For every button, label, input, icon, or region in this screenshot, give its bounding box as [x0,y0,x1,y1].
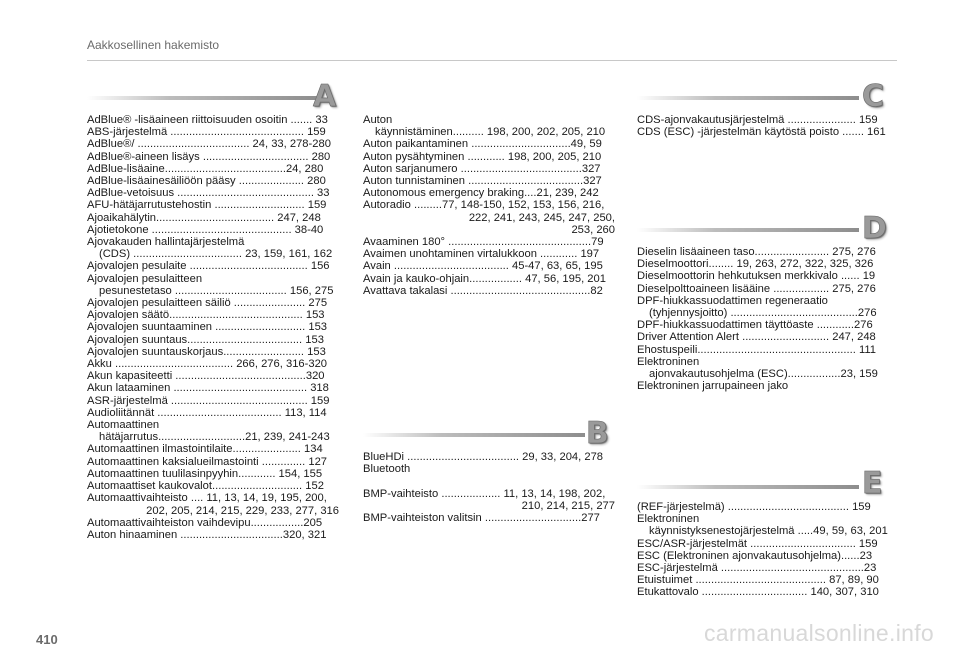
index-entry-text: Ajovakauden hallintajärjestelmä [87,236,245,249]
index-entry-text: Dieselmoottori........ 19, 263, 272, 322, 325, 326 [637,258,874,271]
index-entry-text: Etuistuimet .......................................... 87, 89, 90 [637,574,879,587]
index-entry-text: Akku ...................................... 266, 276, 316-320 [87,358,328,371]
index-entry [87,187,339,199]
section-letter-a: A [313,79,337,114]
index-entry-continuation: (tyhjennysjoitto) .........................................276 [649,307,877,320]
index-entry-text: AFU-hätäjarrutustehostin ............................. 159 [87,199,327,212]
index-entry [637,356,891,380]
index-entry-text: Automaattivaihteiston vaihdevipu.................205 [87,516,323,529]
section-d-bar [637,228,859,232]
index-entry-text: AdBlue-lisäaine.......................................24, 280 [87,162,324,175]
index-entry-text: Etukattovalo .................................. 140, 307, 310 [637,586,879,599]
index-entry-text: Ajovalojen pesulaitteen [87,272,203,285]
index-entry-continuation: käynnistäminen.......... 198, 200, 202, 205, 210 [375,126,606,139]
index-entry [363,248,615,260]
index-entry-text: Driver Attention Alert ............................ 247, 248 [637,331,876,344]
index-entry-continuation: (CDS) ................................... 23, 159, 161, 162 [99,248,333,261]
index-entry [87,334,339,346]
index-entry [363,236,615,248]
index-entry-continuation: 222, 241, 243, 245, 247, 250, [468,211,615,224]
index-entry-text: Avattava takalasi .............................................82 [363,284,603,297]
index-entry [87,297,339,309]
index-entry [87,456,339,468]
index-entry-text: AdBlue®-aineen lisäys .................................. 280 [87,150,331,163]
index-entry [87,395,339,407]
index-entry-continuation: hätäjarrutus............................21, 239, 241-243 [99,431,330,444]
index-entry [87,163,339,175]
index-entry-continuation: 253, 260 [571,223,615,236]
index-entry-text: Ajovalojen suuntaaminen ............................. 153 [87,321,328,334]
page-number: 410 [36,632,58,647]
index-entry [87,517,339,529]
index-entry-text: ESC (Elektroninen ajonvakautusohjelma)......23 [637,549,873,562]
header-divider [87,60,897,61]
index-entry [363,187,615,199]
section-a-bar [87,96,319,100]
index-entry [363,151,615,163]
index-entry [637,126,891,138]
index-entry-continuation: pesunestetaso .................................... 156, 275 [99,284,334,297]
index-entry-text: Auton pysähtyminen ............ 198, 200, 205, 210 [363,150,602,163]
index-entry-text: ABS-järjestelmä ........................................... 159 [87,126,326,139]
index-entry-text: Avain ..................................... 45-47, 63, 65, 195 [363,260,603,273]
index-entry [363,512,615,524]
index-entry [87,407,339,419]
index-entry [87,492,339,516]
index-entry-text: Avaimen unohtaminen virtalukkoon ............ 197 [363,248,600,261]
index-entry-text [363,475,615,487]
index-entry [87,468,339,480]
index-entry [87,212,339,224]
index-entry-text: Ajovalojen pesulaitteen säiliö ....................... 275 [87,297,328,310]
index-entry [637,538,891,550]
index-entry-text: Automaattivaihteisto .... 11, 13, 14, 19, 195, 200, [87,492,327,505]
index-entry-text: Ajovalojen säätö........................................... 153 [87,309,325,322]
index-entry-text: Dieselin lisäaineen taso........................ 275, 276 [637,246,876,258]
index-column-d [637,246,891,392]
index-entry [637,550,891,562]
index-entry-text: DPF-hiukkassuodattimen täyttöaste ............276 [637,319,873,332]
index-entry [637,258,891,270]
index-entry-text: ASR-järjestelmä ............................................ 159 [87,394,330,407]
index-entry-text: Dieselpolttoaineen lisääine .................. 275, 276 [637,282,876,295]
index-entry-text: Akun kapasiteetti ..........................................320 [87,370,325,383]
section-letter-b: B [586,416,609,451]
index-entry-text: ESC/ASR-järjestelmät .................................. 159 [637,537,878,550]
index-entry-text: Elektroninen jarrupaineen jako [637,380,789,393]
index-entry [87,224,339,236]
index-entry [363,260,615,272]
index-column-b [363,451,615,524]
index-entry-text: Automaattinen tuulilasinpyyhin............ 154, 155 [87,467,323,480]
index-entry-text: Automaattinen kaksialueilmastointi .............. 127 [87,455,328,468]
index-entry-text: Auton paikantaminen ................................49, 59 [363,138,602,151]
index-entry-continuation: 202, 205, 214, 215, 229, 233, 277, 316 [146,504,339,517]
index-column-a-continued [363,114,615,297]
index-entry [363,475,615,487]
index-entry [363,199,615,236]
index-entry [87,138,339,150]
index-entry-text: Elektroninen [637,513,700,526]
index-entry-text: Elektroninen [637,355,700,368]
index-entry [363,285,615,297]
index-column-e [637,501,891,599]
index-entry-text: BlueHDi .................................... 29, 33, 204, 278 [363,451,604,463]
index-column-c [637,114,891,138]
index-entry [87,419,339,443]
index-entry-text: ESC-järjestelmä ..............................................23 [637,562,877,575]
index-entry [637,283,891,295]
index-entry [87,126,339,138]
index-entry-text: CDS-ajonvakautusjärjestelmä ...................... 159 [637,114,878,126]
index-entry [363,138,615,150]
index-entry [87,480,339,492]
index-entry-text: AdBlue® -lisäaineen riittoisuuden osoitin ....... 33 [87,114,328,126]
index-entry-text: Automaattiset kaukovalot............................. 152 [87,480,324,493]
index-entry [637,586,891,598]
index-entry-continuation: käynnistyksenestojärjestelmä .....49, 59, 63, 201 [649,525,888,538]
index-entry [363,488,615,512]
index-entry-text: Ajovalojen pesulaite ...................................... 156 [87,260,330,273]
index-entry [637,513,891,537]
index-entry-text: (REF-järjestelmä) ....................................... 159 [637,501,871,513]
index-entry-text: Auton hinaaminen .................................320, 321 [87,528,327,541]
index-entry [637,574,891,586]
index-entry [363,175,615,187]
index-entry [637,295,891,319]
index-entry-text: Dieselmoottorin hehkutuksen merkkivalo ...... 19 [637,270,876,283]
index-entry [363,463,615,475]
index-entry-text: Ehostuspeili................................................... 111 [637,343,876,356]
index-entry [87,273,339,297]
index-entry-text: Ajotietokone ............................................. 38-40 [87,223,324,236]
index-entry-text: AdBlue-vetoisuus ............................................ 33 [87,187,330,200]
index-entry-text: Ajovalojen suuntauskorjaus.......................... 153 [87,345,326,358]
index-entry [363,451,615,463]
index-entry-text: Autonomous emergency braking....21, 239, 242 [363,187,599,200]
index-entry-text: Auton sarjanumero .......................................327 [363,162,601,175]
index-entry-text: DPF-hiukkassuodattimen regeneraatio [637,294,828,307]
index-entry [637,562,891,574]
index-entry [87,443,339,455]
index-entry [87,236,339,260]
index-entry [87,529,339,541]
index-entry [363,273,615,285]
index-entry-continuation: ajonvakautusohjelma (ESC).................23, 159 [649,368,878,381]
section-letter-c: C [862,79,885,114]
index-column-a [87,114,339,541]
watermark: carmanualsonline.info [703,620,934,646]
section-b-bar [363,433,585,437]
index-entry [87,199,339,211]
index-entry [87,260,339,272]
index-entry [87,358,339,370]
index-entry-continuation: 210, 214, 215, 277 [521,499,615,512]
index-entry-text: Avaaminen 180° ..............................................79 [363,236,604,249]
index-entry-text: AdBlue®/ .................................... 24, 33, 278-280 [87,138,331,151]
index-entry [363,114,615,138]
index-entry-text: Automaattinen ilmastointilaite...................... 134 [87,443,323,456]
index-entry-text: Bluetooth [363,463,411,476]
index-entry-text: Ajovalojen suuntaus..................................... 153 [87,333,324,346]
index-entry [637,270,891,282]
section-e-bar [637,485,859,489]
index-entry [87,370,339,382]
index-entry-text: Auton [363,114,393,126]
index-entry [637,246,891,258]
index-entry-text: Avain ja kauko-ohjain................. 47, 56, 195, 201 [363,272,606,285]
index-entry [637,344,891,356]
index-entry [637,380,891,392]
index-entry [363,163,615,175]
section-letter-e: E [862,466,883,501]
index-entry [637,331,891,343]
index-entry [637,114,891,126]
index-entry-text: Audioliitännät ........................................ 113, 114 [87,406,327,419]
index-entry-text: Automaattinen [87,419,160,432]
index-entry-text: Ajoaikahälytin...................................... 247, 248 [87,211,321,224]
index-entry-text: Autoradio .........77, 148-150, 152, 153, 156, 216, [363,199,605,212]
index-entry-text: AdBlue-lisäainesäiliöön pääsy ..................... 280 [87,175,326,188]
index-entry-text: CDS (ESC) -järjestelmän käytöstä poisto ....... 161 [637,126,886,139]
index-entry [87,151,339,163]
index-entry [87,114,339,126]
index-entry-text: BMP-vaihteiston valitsin ...............................277 [363,512,600,524]
index-entry [87,175,339,187]
index-entry [637,501,891,513]
index-entry-text: BMP-vaihteisto ................... 11, 13, 14, 198, 202, [363,487,606,500]
section-letter-d: D [862,211,887,246]
index-entry [87,321,339,333]
index-entry [87,382,339,394]
section-c-bar [637,96,859,100]
index-entry [87,309,339,321]
index-entry [87,346,339,358]
index-entry [637,319,891,331]
index-entry-text: Auton tunnistaminen .....................................327 [363,175,602,188]
page-header-title: Aakkosellinen hakemisto [87,38,220,52]
index-entry-text: Akun lataaminen ........................................... 318 [87,382,329,395]
